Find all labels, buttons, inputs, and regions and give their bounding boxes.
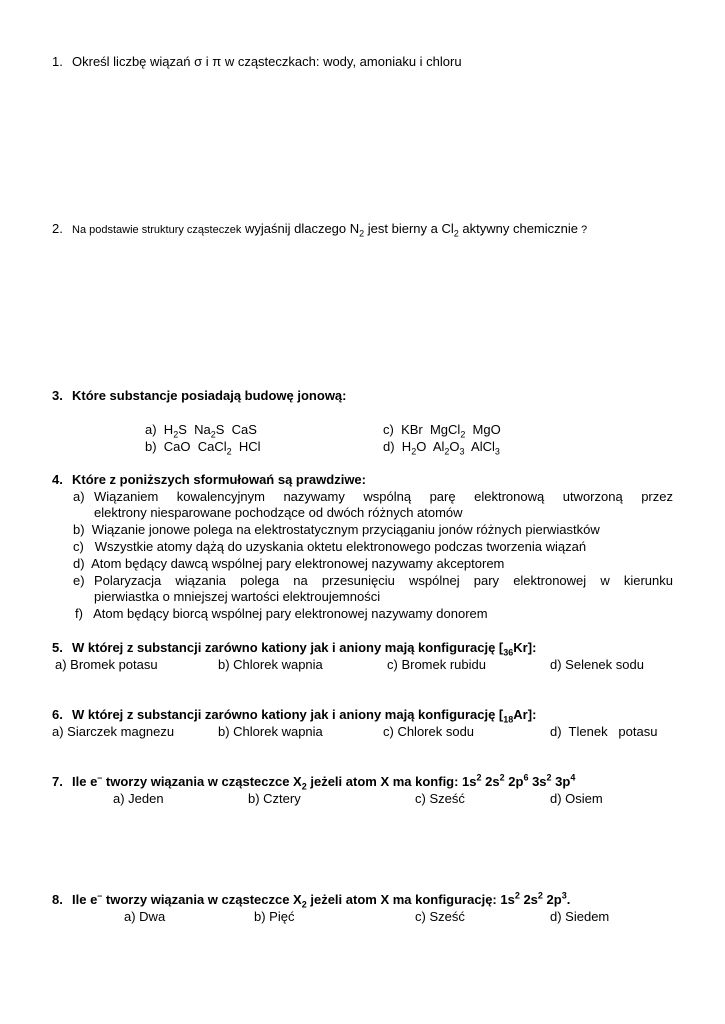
- option-d: d) Siedem: [550, 909, 610, 924]
- option-a: a) Siarczek magnezu: [52, 724, 175, 739]
- option-d: d) Osiem: [550, 791, 603, 806]
- option-b: b) Pięć: [254, 909, 295, 924]
- option-b: b) Chlorek wapnia: [218, 724, 323, 739]
- option-e-text: Polaryzacja wiązania polega na przesunięciu wspólnej pary elektronowej w kierunku: [94, 573, 673, 588]
- option-c: c) Wszystkie atomy dążą do uzyskania oktetu elektronowego podczas tworzenia wiązań: [73, 539, 587, 554]
- option-b: b) Chlorek wapnia: [218, 657, 323, 672]
- question-3-title: 3. Które substancje posiadają budowę jonową:: [52, 388, 347, 403]
- question-5-title: 5. W której z substancji zarówno kationy jak i aniony mają konfigurację $[_{36}Kr]$:: [52, 640, 537, 658]
- question-4-title: 4. Które z poniższych sformułowań są prawdziwe:: [52, 472, 366, 487]
- option-e: e): [73, 573, 85, 588]
- question-7-title: 7. Ile e– tworzy wiązania w cząsteczce $X_2$ jeżeli atom X ma konfig: $1s^2$ $2s^2$ $2p^6$ $3s^2$ $3p^4$: [52, 772, 576, 792]
- option-c: c) Sześć: [415, 909, 465, 924]
- question-number: 2.: [52, 221, 63, 236]
- option-b: b) CaO CaCl$_2$ HCl: [145, 439, 261, 457]
- question-text: Określ liczbę wiązań σ i π w cząsteczkach: wody, amoniaku i chloru: [72, 54, 462, 69]
- question-2: [52, 221, 587, 238]
- option-a: a) Dwa: [124, 909, 166, 924]
- question-1: [52, 54, 462, 70]
- option-d: d) Tlenek potasu: [550, 724, 658, 739]
- option-a: a) Bromek potasu: [55, 657, 158, 672]
- option-c: c) Bromek rubidu: [387, 657, 486, 672]
- question-number: 1.: [52, 54, 63, 69]
- option-d: d) $H_2O$ $Al_2O_3$ AlCl$_3$: [383, 439, 500, 457]
- option-a-text: Wiązaniem kowalencyjnym nazywamy wspólną parę elektronową utworzoną przez: [94, 489, 673, 504]
- option-b: b) Cztery: [248, 791, 301, 806]
- question-text: wyjaśnij dlaczego $N_2$ jest bierny a $Cl_2$ aktywny chemicznie ?: [244, 221, 588, 239]
- option-c: c) KBr MgCl$_2$ MgO: [383, 422, 501, 440]
- question-6-title: 6. W której z substancji zarówno kationy jak i aniony mają konfigurację $[_{18}Ar]$:: [52, 707, 537, 725]
- option-a: a) $H_2S$ $Na_2S$ CaS: [145, 422, 257, 440]
- option-f: f) Atom będący biorcą wspólnej pary elektronowej nazywamy donorem: [75, 606, 488, 621]
- question-intro: Na podstawie struktury cząsteczek: [72, 224, 242, 236]
- question-8-title: 8. Ile e– tworzy wiązania w cząsteczce $X_2$ jeżeli atom X ma konfigurację: $1s^2$ $2s^2$ $2p^3$.: [52, 890, 571, 910]
- option-e-text-continued: pierwiastka o mniejszej wartości elektroujemności: [94, 589, 381, 604]
- option-a-text-continued: elektrony niesparowane pochodzące od dwóch różnych atomów: [94, 505, 463, 520]
- option-b: b) Wiązanie jonowe polega na elektrostatycznym przyciąganiu jonów różnych pierwiastków: [73, 522, 600, 537]
- option-a: a) Jeden: [113, 791, 164, 806]
- option-a: a): [73, 489, 85, 504]
- option-c: c) Sześć: [415, 791, 465, 806]
- option-c: c) Chlorek sodu: [383, 724, 475, 739]
- option-d: d) Selenek sodu: [550, 657, 644, 672]
- option-d: d) Atom będący dawcą wspólnej pary elektronowej nazywamy akceptorem: [73, 556, 505, 571]
